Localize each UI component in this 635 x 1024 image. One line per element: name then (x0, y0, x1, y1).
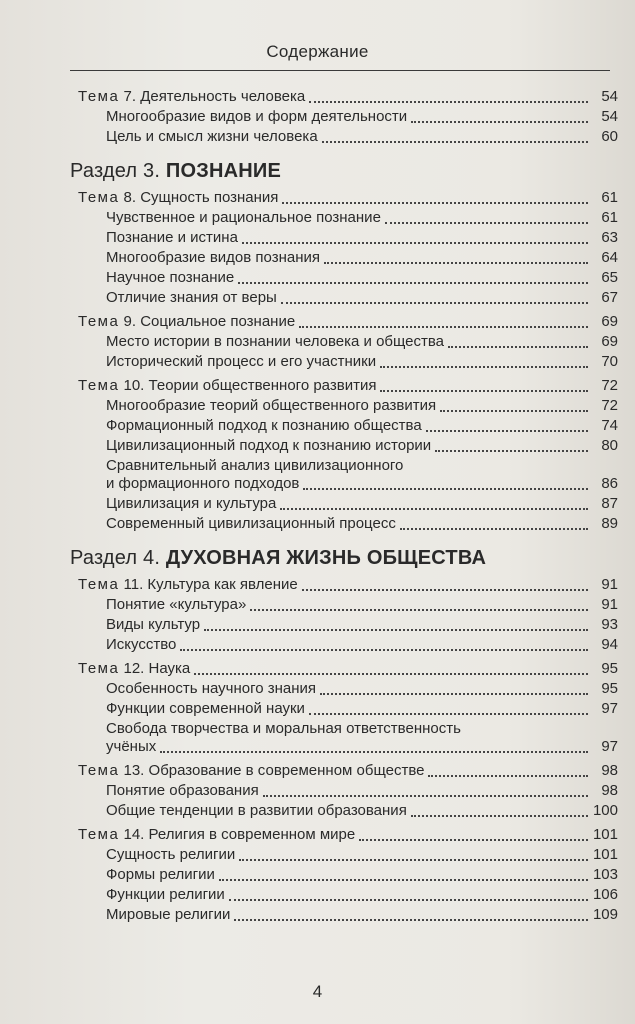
page-ref: 106 (592, 886, 618, 903)
topic-name: Религия в современном мире (148, 826, 356, 843)
page-ref: 69 (601, 333, 618, 350)
entry-title: Понятие образования (106, 782, 259, 799)
toc-entry-row[interactable] (106, 636, 618, 654)
page-ref: 91 (601, 576, 618, 593)
dot-leader (263, 794, 588, 797)
toc-entry-row[interactable] (106, 397, 618, 415)
page-ref: 97 (601, 700, 618, 717)
toc-entry-row[interactable] (106, 108, 618, 126)
topic-title (78, 189, 278, 207)
page-ref: 95 (601, 660, 618, 677)
page-ref: 89 (601, 515, 618, 532)
entry-title: Общие тенденции в развитии образования (106, 802, 407, 819)
page-ref: 97 (601, 738, 618, 755)
dot-leader (448, 345, 588, 348)
page-ref: 60 (601, 128, 618, 145)
toc-topic-row[interactable] (78, 826, 618, 844)
toc-entry-row[interactable] (106, 866, 618, 884)
dot-leader (280, 507, 588, 510)
toc-entry-row[interactable] (106, 802, 618, 820)
page-number: 4 (312, 982, 323, 1001)
page-ref: 95 (601, 680, 618, 697)
entry-title: Многообразие видов и форм деятельности (106, 108, 408, 125)
entry-title: Цивилизация и культура (106, 495, 277, 512)
dot-leader (282, 201, 588, 204)
toc-topic-row[interactable] (78, 88, 618, 106)
entry-title: и формационного подходов (106, 475, 300, 492)
entry-title: Понятие «культура» (106, 596, 247, 613)
page-ref: 65 (601, 269, 618, 286)
toc-entry-row[interactable] (106, 333, 618, 351)
topic-title (78, 377, 376, 395)
toc-entry-row[interactable] (106, 846, 618, 864)
dot-leader (160, 750, 588, 753)
entry-title: Функции религии (106, 886, 225, 903)
entry-title: Познание и истина (106, 229, 238, 246)
topic-title (78, 313, 295, 331)
toc-entry-row[interactable] (106, 680, 618, 698)
topic-label: Тема (78, 88, 120, 105)
dot-leader (320, 692, 588, 695)
toc-topic-row[interactable] (78, 762, 618, 780)
dot-leader (440, 409, 588, 412)
page-ref: 101 (592, 846, 618, 863)
page-ref: 67 (601, 289, 618, 306)
toc-entry-row[interactable] (106, 209, 618, 227)
page-ref: 109 (592, 906, 618, 923)
dot-leader (428, 774, 588, 777)
dot-leader (380, 389, 588, 392)
topic-number: 8. (123, 189, 137, 206)
topic-name: Социальное познание (140, 313, 296, 330)
toc-entry-row[interactable] (106, 738, 618, 756)
topic-title (78, 88, 305, 106)
entry-title: Сущность религии (106, 846, 236, 863)
entry-title: Цель и смысл жизни человека (106, 128, 318, 145)
toc-entry-row[interactable] (106, 353, 618, 371)
topic-number: 13. (123, 762, 145, 779)
page-ref: 101 (592, 826, 618, 843)
toc-entry-row[interactable] (106, 782, 618, 800)
topic-title (78, 576, 298, 594)
page-ref: 94 (601, 636, 618, 653)
topic-number: 9. (123, 313, 137, 330)
topic-label: Тема (78, 762, 120, 779)
section-prefix: Раздел 3. (70, 160, 161, 182)
table-of-contents (70, 82, 618, 924)
entry-title: Чувственное и рациональное познание (106, 209, 381, 226)
page-header: Содержание (266, 42, 369, 61)
entry-title: Многообразие видов познания (106, 249, 320, 266)
toc-entry-row[interactable] (106, 417, 618, 435)
page-ref: 103 (592, 866, 618, 883)
toc-entry-row[interactable] (106, 495, 618, 513)
entry-title: Цивилизационный подход к познанию истории (106, 437, 432, 454)
entry-title: Функции современной науки (106, 700, 305, 717)
topic-name: Наука (148, 660, 191, 677)
dot-leader (281, 301, 588, 304)
dot-leader (322, 140, 588, 143)
toc-entry-row[interactable] (106, 475, 618, 493)
page-ref: 100 (592, 802, 618, 819)
dot-leader (359, 838, 588, 841)
toc-entry-row[interactable] (106, 269, 618, 287)
topic-title (78, 826, 355, 844)
dot-leader (309, 712, 588, 715)
entry-title: Мировые религии (106, 906, 231, 923)
section-name: ДУХОВНАЯ ЖИЗНЬ ОБЩЕСТВА (165, 547, 487, 569)
topic-name: Сущность познания (140, 189, 279, 206)
topic-number: 14. (123, 826, 145, 843)
toc-entry-row[interactable] (106, 229, 618, 247)
section-heading (70, 547, 618, 570)
toc-entry-row[interactable] (106, 596, 618, 614)
dot-leader (324, 261, 588, 264)
section-name: ПОЗНАНИЕ (165, 160, 282, 182)
dot-leader (204, 628, 588, 631)
dot-leader (400, 527, 588, 530)
topic-label: Тема (78, 826, 120, 843)
dot-leader (180, 648, 588, 651)
toc-topic-row[interactable] (78, 660, 618, 678)
dot-leader (219, 878, 588, 881)
dot-leader (411, 814, 588, 817)
toc-entry-row[interactable] (106, 515, 618, 533)
entry-title: Особенность научного знания (106, 680, 317, 697)
topic-number: 7. (123, 88, 137, 105)
topic-label: Тема (78, 377, 120, 394)
page-ref: 61 (601, 189, 618, 206)
section-heading (70, 160, 618, 183)
dot-leader (303, 487, 588, 490)
dot-leader (426, 429, 588, 432)
dot-leader (411, 120, 588, 123)
page-ref: 74 (601, 417, 618, 434)
dot-leader (229, 898, 588, 901)
page-ref: 98 (601, 782, 618, 799)
toc-topic-row[interactable] (78, 576, 618, 594)
page-ref: 87 (601, 495, 618, 512)
toc-topic-row[interactable] (78, 377, 618, 395)
dot-leader (309, 100, 588, 103)
topic-label: Тема (78, 313, 120, 330)
entry-title: Научное познание (106, 269, 235, 286)
dot-leader (302, 588, 588, 591)
section-prefix: Раздел 4. (70, 547, 161, 569)
page-ref: 64 (601, 249, 618, 266)
topic-name: Образование в современном обществе (148, 762, 425, 779)
page-ref: 69 (601, 313, 618, 330)
entry-title: Место истории в познании человека и общества (106, 333, 445, 350)
topic-label: Тема (78, 189, 120, 206)
topic-name: Культура как явление (147, 576, 298, 593)
entry-title: Многообразие теорий общественного развития (106, 397, 437, 414)
dot-leader (435, 449, 588, 452)
dot-leader (238, 281, 588, 284)
entry-title: Формационный подход к познанию общества (106, 417, 422, 434)
page-ref: 61 (601, 209, 618, 226)
topic-label: Тема (78, 576, 120, 593)
toc-entry-row[interactable] (106, 437, 618, 455)
topic-name: Деятельность человека (140, 88, 306, 105)
dot-leader (380, 365, 588, 368)
toc-entry-row[interactable] (106, 906, 618, 924)
toc-entry-row[interactable] (106, 700, 618, 718)
dot-leader (234, 918, 588, 921)
topic-number: 10. (123, 377, 145, 394)
dot-leader (250, 608, 588, 611)
topic-title (78, 762, 424, 780)
topic-label: Тема (78, 660, 120, 677)
page-ref: 86 (601, 475, 618, 492)
entry-title: Формы религии (106, 866, 215, 883)
page-ref: 63 (601, 229, 618, 246)
topic-name: Теории общественного развития (148, 377, 377, 394)
toc-entry-row[interactable] (106, 128, 618, 146)
entry-title: Отличие знания от веры (106, 289, 277, 306)
page-ref: 72 (601, 377, 618, 394)
page-ref: 72 (601, 397, 618, 414)
topic-number: 11. (123, 576, 144, 593)
toc-entry-line1: Свобода творчества и моральная ответственность (106, 720, 461, 737)
toc-entry-line1: Сравнительный анализ цивилизационного (106, 457, 404, 474)
dot-leader (239, 858, 588, 861)
page-ref: 54 (601, 108, 618, 125)
entry-title: Искусство (106, 636, 177, 653)
entry-title: Современный цивилизационный процесс (106, 515, 396, 532)
entry-title: Исторический процесс и его участники (106, 353, 377, 370)
page-ref: 98 (601, 762, 618, 779)
entry-title: учёных (106, 738, 157, 755)
entry-title: Виды культур (106, 616, 201, 633)
toc-entry-row[interactable] (106, 886, 618, 904)
page-ref: 70 (601, 353, 618, 370)
dot-leader (385, 221, 588, 224)
toc-entry-row[interactable] (106, 616, 618, 634)
toc-topic-row[interactable] (78, 313, 618, 331)
dot-leader (242, 241, 588, 244)
dot-leader (299, 325, 588, 328)
page-ref: 80 (601, 437, 618, 454)
header-rule (70, 70, 610, 71)
page-ref: 54 (601, 88, 618, 105)
topic-number: 12. (123, 660, 145, 677)
topic-title (78, 660, 190, 678)
toc-entry-row[interactable] (106, 249, 618, 267)
page-ref: 91 (601, 596, 618, 613)
page-ref: 93 (601, 616, 618, 633)
dot-leader (194, 672, 588, 675)
toc-topic-row[interactable] (78, 189, 618, 207)
toc-entry-row[interactable] (106, 289, 618, 307)
